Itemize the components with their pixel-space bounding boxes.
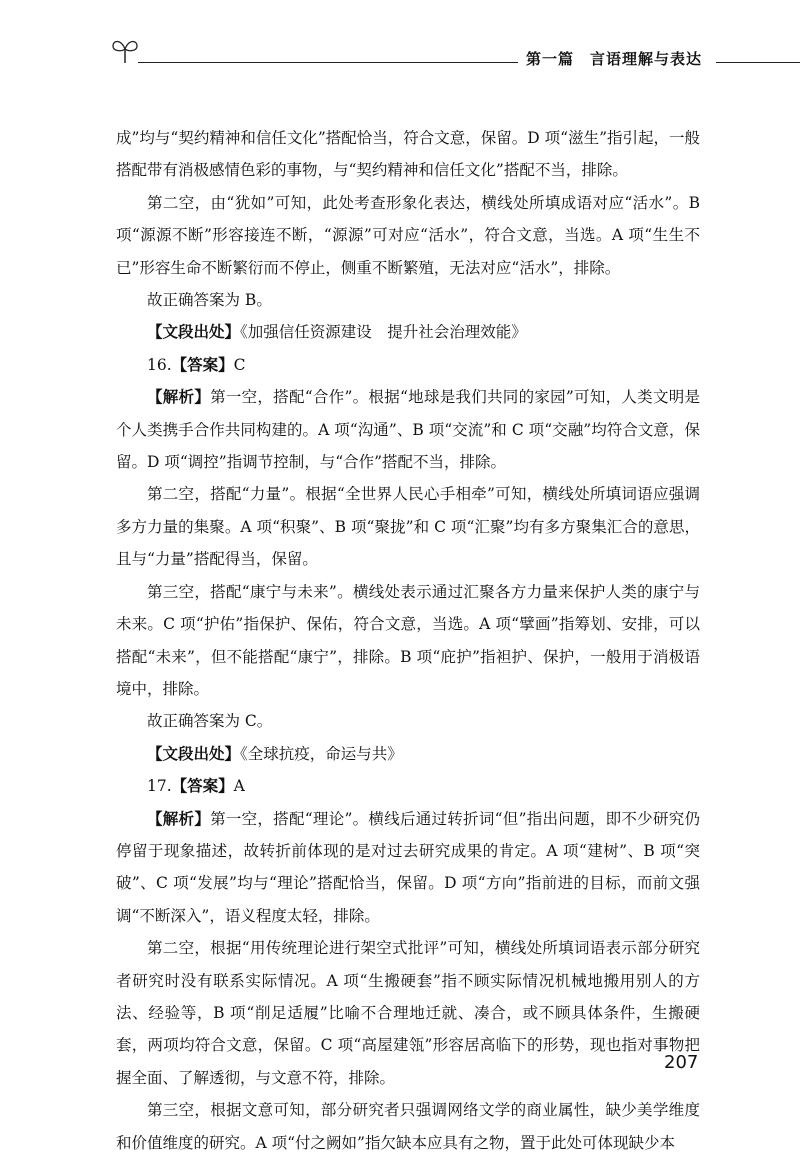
source-line [116,316,700,348]
page-header [0,0,800,80]
sprout-icon [110,34,140,64]
analysis-paragraph: 【解析】第一空，搭配“理论”。横线后通过转折词“但”指出问题，即不少研究仍停留于现象描述，故转折前体现的是对过去研究成果的肯定。A 项“建树”、B 项“突破”、C 项“发展”均与“理论”搭配恰当，保留。D 项“方向”指前进的目标，而前文强调“不断深入”，语义程度太轻，排除。 [116,808,700,925]
header-part: 第一篇 [526,50,575,68]
analysis-paragraph: 【解析】第一空，搭配“合作”。根据“地球是我们共同的家园”可知，人类文明是个人类携手合作共同构建的。A 项“沟通”、B 项“交流”和 C 项“交融”均符合文意，保留。D 项“调控”指调节控制，与“合作”搭配不当，排除。 [116,387,700,472]
answer-choice: C [233,355,246,374]
question-number: 17. [147,777,172,796]
source-title: 《加强信任资源建设 提升社会治理效能》 [240,323,527,342]
question-number: 16. [147,355,172,374]
question-answer-heading [116,349,700,381]
page-number: 207 [664,1052,699,1073]
question-answer-heading [116,770,700,802]
answer-tag: 【答案】 [171,776,234,796]
paragraph: 第三空，根据文意可知，部分研究者只强调网络文学的商业属性，缺少美学维度和价值维度的研究。A 项“付之阙如”指欠缺本应具有之物，置于此处可体现缺少本 [116,1101,700,1152]
page-body [116,122,700,1159]
header-section: 言语理解与表达 [590,50,703,68]
source-tag: 【文段出处】 [147,743,241,763]
paragraph: 第二空，搭配“力量”。根据“全世界人民心手相牵”可知，横线处所填词语应强调多方力量的集聚。A 项“积聚”、B 项“聚拢”和 C 项“汇聚”均有多方聚集汇合的意思，且与“力量”搭配得当，保留。 [116,485,700,569]
header-title [526,48,702,69]
header-rule-right [716,62,800,63]
analysis-tag: 【解析】 [147,387,211,407]
answer-line: 故正确答案为 B。 [147,291,272,310]
answer-tag: 【答案】 [171,354,234,374]
source-line [116,738,700,770]
paragraph: 第二空，由“犹如”可知，此处考查形象化表达，横线处所填成语对应“活水”。B 项“源源不断”形容接连不断，“源源”可对应“活水”，符合文意，当选。A 项“生生不已”形容生命不断繁衍而不停止，侧重不断繁殖，无法对应“活水”，排除。 [116,193,700,277]
paragraph: 第三空，搭配“康宁与未来”。横线处表示通过汇聚各方力量来保护人类的康宁与未来。C 项“护佑”指保护、保佑，符合文意，当选。A 项“擘画”指筹划、安排，可以搭配“未来”，但不能搭配“康宁”，排除。B 项“庇护”指袒护、保护，一般用于消极语境中，排除。 [116,582,700,698]
answer-line: 故正确答案为 C。 [147,712,273,731]
header-rule-left [138,62,518,63]
analysis-tag: 【解析】 [147,808,211,828]
source-tag: 【文段出处】 [147,322,241,342]
paragraph: 第二空，根据“用传统理论进行架空式批评”可知，横线处所填词语表示部分研究者研究时没有联系实际情况。A 项“生搬硬套”指不顾实际情况机械地搬用别人的方法、经验等，B 项“削足适履”比喻不合理地迁就、凑合，或不顾具体条件，生搬硬套，两项均符合文意，保留。C 项“高屋建瓴”形容居高临下的形势，现也指对事物把握全面、了解透彻，与文意不符，排除。 [116,939,700,1087]
answer-choice: A [233,777,245,796]
source-title: 《全球抗疫，命运与共》 [240,744,403,763]
paragraph: 成”均与“契约精神和信任文化”搭配恰当，符合文意，保留。D 项“滋生”指引起，一般搭配带有消极感情色彩的事物，与“契约精神和信任文化”搭配不当，排除。 [116,129,700,180]
